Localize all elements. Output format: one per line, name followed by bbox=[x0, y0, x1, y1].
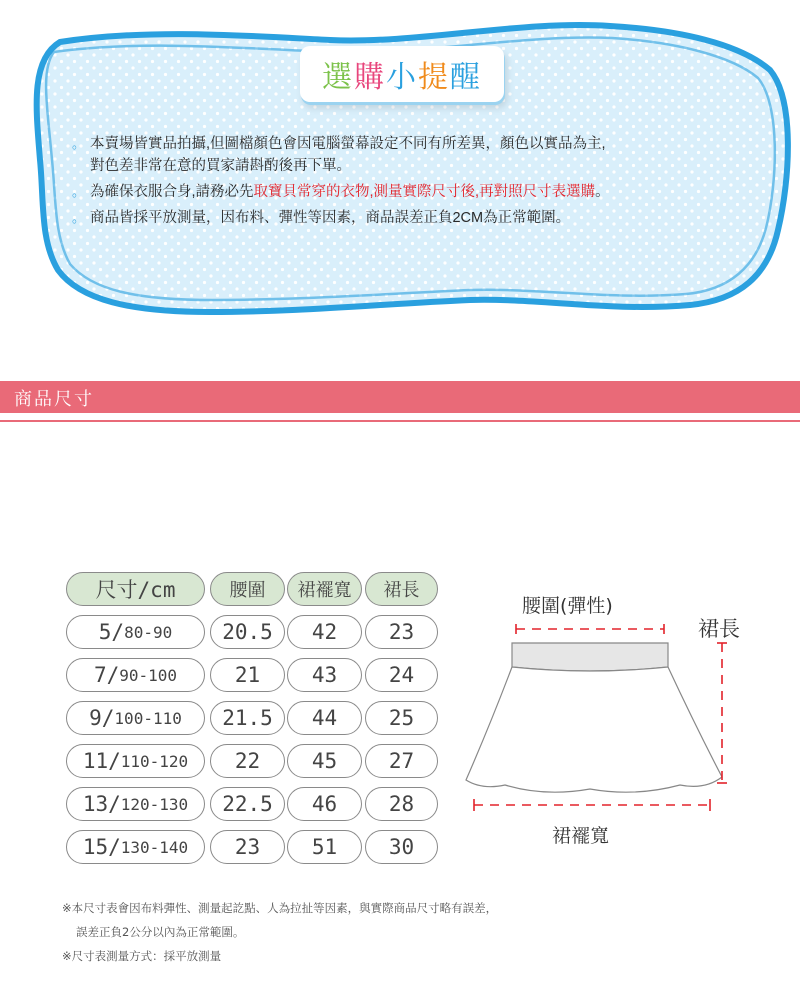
tip-text: 對色差非常在意的買家請斟酌後再下單。 bbox=[90, 158, 351, 174]
length-cell: 28 bbox=[365, 787, 438, 821]
bullet-dot-icon: 。 bbox=[72, 184, 86, 199]
section-title: 商品尺寸 bbox=[14, 389, 94, 410]
tip-item bbox=[70, 133, 760, 177]
section-header-bar bbox=[0, 381, 800, 413]
tips-title-badge bbox=[300, 46, 504, 102]
size-cell: 13/ 120-130 bbox=[66, 787, 205, 821]
header-hem: 裙襬寬 bbox=[287, 572, 362, 606]
tip-text: 商品皆採平放測量，因布料、彈性等因素，商品誤差正負2CM為正常範圍。 bbox=[90, 210, 571, 226]
note-line: ※尺寸表測量方式：採平放測量 bbox=[62, 949, 222, 963]
hem-cell: 45 bbox=[287, 744, 362, 778]
waist-cell: 22 bbox=[210, 744, 285, 778]
tip-text: 。 bbox=[595, 184, 610, 200]
waist-cell: 23 bbox=[210, 830, 285, 864]
bullet-dot-icon: 。 bbox=[72, 136, 86, 151]
length-cell: 25 bbox=[365, 701, 438, 735]
length-cell: 27 bbox=[365, 744, 438, 778]
note-line: ※本尺寸表會因布料彈性、測量起訖點、人為拉扯等因素，與實際商品尺寸略有誤差， bbox=[62, 901, 498, 915]
waist-cell: 20.5 bbox=[210, 615, 285, 649]
shopping-tips-panel bbox=[0, 0, 800, 350]
tip-item bbox=[70, 207, 760, 229]
tips-title-char: 購 bbox=[354, 60, 386, 95]
size-cell: 5/ 80-90 bbox=[66, 615, 205, 649]
tip-highlight-text: 取寶貝常穿的衣物,測量實際尺寸後,再對照尺寸表選購 bbox=[253, 184, 596, 200]
hem-cell: 51 bbox=[287, 830, 362, 864]
section-divider bbox=[0, 420, 800, 422]
hem-width-label: 裙襬寬 bbox=[552, 825, 610, 847]
size-cell: 15/ 130-140 bbox=[66, 830, 205, 864]
waist-cell: 21 bbox=[210, 658, 285, 692]
size-cell: 9/ 100-110 bbox=[66, 701, 205, 735]
hem-cell: 44 bbox=[287, 701, 362, 735]
tips-title-char: 選 bbox=[322, 60, 354, 95]
tip-item bbox=[70, 181, 760, 203]
header-length: 裙長 bbox=[365, 572, 438, 606]
hem-cell: 43 bbox=[287, 658, 362, 692]
tips-list bbox=[70, 133, 760, 229]
note-line: 誤差正負2公分以內為正常範圍。 bbox=[76, 925, 245, 939]
bullet-dot-icon: 。 bbox=[72, 210, 86, 225]
length-label: 裙長 bbox=[698, 617, 740, 641]
size-notes bbox=[62, 896, 497, 968]
length-cell: 30 bbox=[365, 830, 438, 864]
header-waist: 腰圍 bbox=[210, 572, 285, 606]
tips-title-char: 提 bbox=[418, 60, 450, 95]
tip-text: 為確保衣服合身,請務必先 bbox=[90, 184, 254, 200]
skirt-diagram bbox=[460, 585, 790, 855]
size-cell: 7/ 90-100 bbox=[66, 658, 205, 692]
tips-title-char: 醒 bbox=[450, 60, 482, 95]
skirt-icon bbox=[460, 585, 790, 855]
length-cell: 24 bbox=[365, 658, 438, 692]
waist-label: 腰圍(彈性) bbox=[522, 595, 613, 617]
hem-cell: 42 bbox=[287, 615, 362, 649]
waist-cell: 21.5 bbox=[210, 701, 285, 735]
length-cell: 23 bbox=[365, 615, 438, 649]
hem-cell: 46 bbox=[287, 787, 362, 821]
header-size: 尺寸/cm bbox=[66, 572, 205, 606]
size-cell: 11/ 110-120 bbox=[66, 744, 205, 778]
tip-text: 本賣場皆實品拍攝,但圖檔顏色會因電腦螢幕設定不同有所差異，顏色以實品為主, bbox=[90, 136, 606, 152]
tips-title-char: 小 bbox=[386, 60, 418, 95]
waist-cell: 22.5 bbox=[210, 787, 285, 821]
